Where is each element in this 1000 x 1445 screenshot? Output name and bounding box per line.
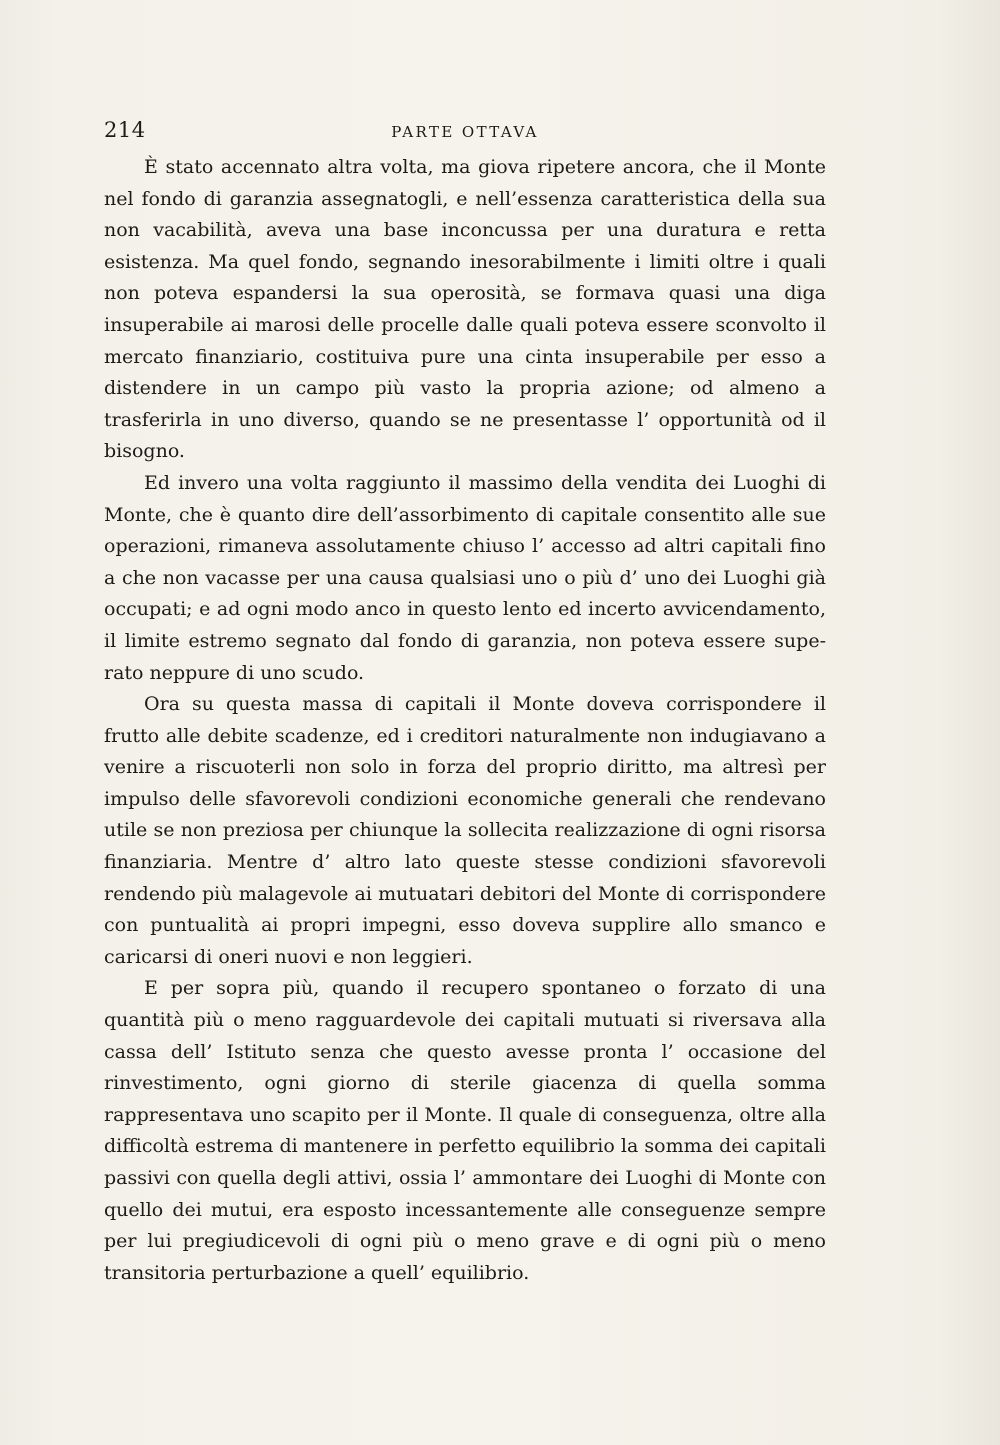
- running-title: PARTE OTTAVA: [391, 123, 539, 141]
- page-header: [104, 118, 826, 148]
- paragraph-1: È stato accennato altra volta, ma giova ripetere ancora, che il Monte nel fondo di garanzia assegnatogli, e nell’essenza caratteristica della sua non vacabilità, aveva una base inconcussa per una duratura e retta esistenza. Ma quel fondo, segnando inesorabilmente i limiti oltre i quali non poteva espandersi la sua operosità, se formava quasi una diga insuperabile ai marosi delle procelle dalle quali poteva essere sconvolto il mercato finanziario, costituiva pure una cinta insuperabile per esso a distendere in un campo più vasto la propria azione; od almeno a trasferirla in uno diverso, quando se ne presentasse l’ opportunità od il bisogno.: [104, 156, 826, 463]
- paragraph-4: E per sopra più, quando il recupero spontaneo o forzato di una quantità più o meno ragguardevole dei capitali mutuati si riversava alla cassa dell’ Istituto senza che questo avesse pronta l’ occasione del rinvestimento, ogni giorno di sterile giacenza di quella somma rappresentava uno scapito per il Monte. Il quale di conseguenza, oltre alla difficoltà estrema di mantenere in perfetto equilibrio la somma dei capitali passivi con quella degli attivi, ossia l’ ammontare dei Luoghi di Monte con quello dei mutui, era esposto incessantemente alle conseguenze sempre per lui pregiudicevoli di ogni più o meno grave e di ogni più o meno transitoria perturbazione a quell’ equilibrio.: [104, 977, 826, 1284]
- paragraph-3: Ora su questa massa di capitali il Monte doveva corrispondere il frutto alle debite scadenze, ed i creditori naturalmente non indugiavano a venire a riscuoterli non solo in forza del proprio diritto, ma altresì per impulso delle sfavorevoli condizioni economiche generali che rendevano utile se non preziosa per chiunque la sollecita realizzazione di ogni risorsa finanziaria. Mentre d’ altro lato queste stesse condizioni sfavorevoli rendendo più malagevole ai mutuatari debitori del Monte di corrispondere con puntualità ai propri impegni, esso doveva supplire allo smanco e caricarsi di oneri nuovi e non leggieri.: [104, 693, 826, 968]
- paragraph-2: Ed invero una volta raggiunto il massimo della vendita dei Luoghi di Monte, che è quanto dire dell’assorbimento di capitale consentito alle sue operazioni, rimaneva assolutamente chiuso l’ accesso ad altri capitali fino a che non vacasse per una causa qualsiasi uno o più d’ uno dei Luoghi già occupati; e ad ogni modo anco in questo lento ed incerto avvicendamento, il limite estremo segnato dal fondo di garanzia, non poteva essere superato neppure di uno scudo.: [104, 471, 826, 684]
- page-number: 214: [104, 118, 146, 142]
- body-text: [104, 152, 826, 1289]
